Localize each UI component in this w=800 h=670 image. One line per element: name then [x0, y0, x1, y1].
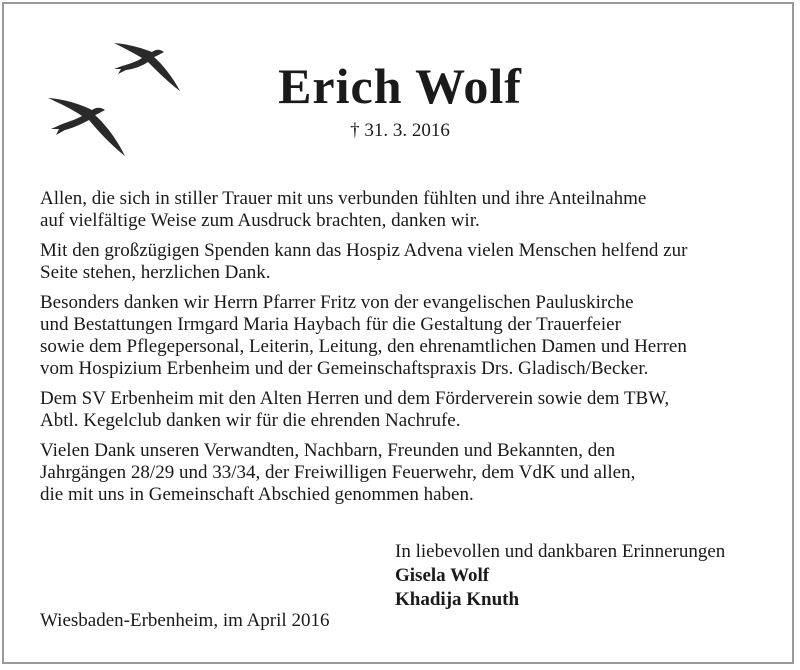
paragraph: Vielen Dank unseren Verwandten, Nachbarn, Freunden und Bekannten, den Jahrgängen 28/29 und 33/34, der Freiwilligen Feuerwehr, dem VdK und allen, die mit uns in Gemeinschaft Abschied genommen haben. — [40, 440, 636, 505]
signature-block — [395, 540, 725, 612]
death-date: † 31. 3. 2016 — [350, 120, 450, 141]
paragraph: Besonders danken wir Herrn Pfarrer Fritz von der evangelischen Pauluskirche und Bestattungen Irmgard Maria Haybach für die Gestaltung der Trauerfeier sowie dem Pflegepersonal, Leiterin, Leitung, den ehrenamtlichen Damen und Herren vom Hospizium Erbenheim und der Gemeinschaftspraxis Drs. Gladisch/Becker. — [40, 292, 687, 379]
signer-name: Gisela Wolf — [395, 565, 490, 586]
signer-name: Khadija Knuth — [395, 589, 520, 610]
deceased-name: Erich Wolf — [278, 58, 522, 114]
thanks-text — [40, 188, 780, 514]
paragraph: Mit den großzügigen Spenden kann das Hospiz Advena vielen Menschen helfend zur Seite stehen, herzlichen Dank. — [40, 240, 688, 283]
paragraph: Allen, die sich in stiller Trauer mit uns verbunden fühlten und ihre Anteilnahme auf vielfältige Weise zum Ausdruck brachten, danken wir. — [40, 188, 647, 231]
paragraph: Dem SV Erbenheim mit den Alten Herren und dem Förderverein sowie dem TBW, Abtl. Kegelclub danken wir für die ehrenden Nachrufe. — [40, 388, 670, 431]
place-date: Wiesbaden-Erbenheim, im April 2016 — [40, 610, 330, 631]
closing-line: In liebevollen und dankbaren Erinnerungen — [395, 541, 726, 562]
